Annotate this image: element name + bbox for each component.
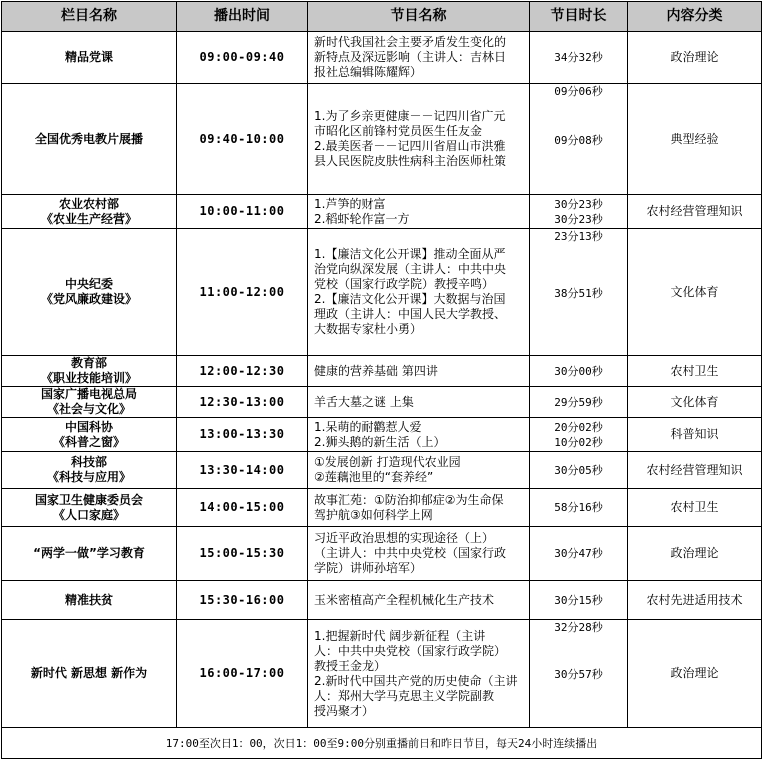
duration-cell (530, 387, 628, 418)
column-name-cell (2, 229, 177, 356)
program-name-line: 玉米密植高产全程机械化生产技术 (314, 592, 495, 607)
column-name-cell (2, 32, 177, 84)
program-name-line: 人：郑州大学马克思主义学院副教 (314, 688, 495, 703)
table-row (2, 581, 762, 620)
program-name-line: 党校（国家行政学院）教授辛鸣） (314, 277, 495, 291)
duration-cell (530, 581, 628, 620)
duration-value: 30分15秒 (554, 593, 603, 607)
duration-value: 30分00秒 (554, 364, 603, 378)
program-name-line: 2.【廉洁文化公开课】大数据与治国 (314, 292, 506, 306)
program-name-line: 习近平政治思想的实现途径（上） (314, 531, 495, 545)
program-name-cell (308, 581, 530, 620)
column-name-line: 《党风廉政建设》 (40, 292, 137, 306)
duration-value: 09分06秒 (554, 85, 603, 98)
header-duration: 节目时长 (530, 2, 628, 32)
category-cell: 农村卫生 (628, 356, 762, 387)
header-category: 内容分类 (628, 2, 762, 32)
category-cell: 农村经营管理知识 (628, 195, 762, 229)
program-name-cell (308, 84, 530, 195)
program-name-line: 新时代我国社会主要矛盾发生变化的 (314, 35, 507, 49)
category-cell: 政治理论 (628, 527, 762, 581)
header-program-name: 节目名称 (308, 2, 530, 32)
column-name-line: 《职业技能培训》 (40, 371, 137, 385)
table-row (2, 620, 762, 728)
air-time-cell: 15:30-16:00 (177, 581, 308, 620)
schedule-table (1, 1, 762, 759)
column-name-line: 全国优秀电教片展播 (34, 131, 143, 146)
schedule-table-container (1, 1, 761, 759)
table-row (2, 489, 762, 527)
program-name-line: 1.芦笋的财富 (314, 196, 386, 211)
duration-cell (530, 195, 628, 229)
duration-value: 30分23秒 (554, 197, 603, 211)
column-name-cell (2, 620, 177, 728)
table-row (2, 527, 762, 581)
column-name-cell (2, 387, 177, 418)
program-name-line: 羊舌大墓之谜 上集 (314, 394, 414, 409)
duration-value: 10分02秒 (554, 435, 603, 449)
air-time-cell: 10:00-11:00 (177, 195, 308, 229)
program-name-line: 新特点及深远影响（主讲人：吉林日 (314, 50, 507, 64)
category-cell: 文化体育 (628, 387, 762, 418)
table-row (2, 452, 762, 489)
duration-value: 30分05秒 (554, 463, 603, 477)
duration-cell (530, 418, 628, 452)
duration-cell (530, 452, 628, 489)
category-cell: 农村先进适用技术 (628, 581, 762, 620)
program-name-line: 健康的营养基础 第四讲 (314, 363, 438, 378)
column-name-cell (2, 84, 177, 195)
column-name-cell (2, 452, 177, 489)
program-name-cell (308, 32, 530, 84)
program-name-line: 授冯聚才） (314, 703, 375, 718)
table-row (2, 418, 762, 452)
column-name-line: 精品党课 (64, 50, 113, 64)
program-name-cell (308, 418, 530, 452)
table-row (2, 84, 762, 195)
program-name-line: 2.稻虾轮作富一方 (314, 211, 410, 226)
column-name-line: 新时代 新思想 新作为 (30, 666, 148, 680)
program-name-cell (308, 195, 530, 229)
program-name-line: 学院）讲师孙培军） (314, 561, 423, 575)
footer-row (2, 728, 762, 759)
header-column-name: 栏目名称 (2, 2, 177, 32)
program-name-line: 大数据专家杜小勇） (314, 322, 423, 336)
air-time-cell: 11:00-12:00 (177, 229, 308, 356)
air-time-cell: 16:00-17:00 (177, 620, 308, 728)
column-name-cell (2, 581, 177, 620)
air-time-cell: 12:30-13:00 (177, 387, 308, 418)
air-time-cell: 09:00-09:40 (177, 32, 308, 84)
duration-cell (530, 84, 628, 195)
column-name-cell (2, 195, 177, 229)
duration-value: 38分51秒 (554, 287, 603, 300)
header-air-time: 播出时间 (177, 2, 308, 32)
duration-value: 30分23秒 (554, 212, 603, 226)
duration-cell (530, 489, 628, 527)
column-name-line: 国家卫生健康委员会 (34, 492, 143, 507)
duration-cell (530, 356, 628, 387)
column-name-line: 教育部 (70, 356, 107, 370)
duration-value: 32分28秒 (554, 621, 603, 634)
column-name-cell (2, 356, 177, 387)
program-name-line: 1.把握新时代 阔步新征程（主讲 (314, 628, 486, 643)
duration-cell (530, 229, 628, 356)
duration-value: 30分57秒 (554, 668, 603, 681)
footer-note: 17:00至次日1：00，次日1：00至9:00分别重播前日和昨日节目，每天24小时连续播出 (2, 728, 762, 759)
program-name-line: 1.【廉洁文化公开课】推动全面从严 (314, 247, 506, 261)
table-row (2, 387, 762, 418)
table-row (2, 356, 762, 387)
air-time-cell: 12:00-12:30 (177, 356, 308, 387)
program-name-cell (308, 387, 530, 418)
category-cell: 文化体育 (628, 229, 762, 356)
duration-value: 34分32秒 (554, 51, 603, 64)
program-name-line: 报社总编辑陈耀辉） (314, 65, 423, 79)
table-row (2, 229, 762, 356)
category-cell: 政治理论 (628, 32, 762, 84)
program-name-line: ①发展创新 打造现代农业园 (314, 455, 461, 469)
program-name-line: ②莲藕池里的“套养经” (314, 470, 434, 484)
column-name-line: 农业农村部 (58, 196, 119, 211)
column-name-cell (2, 527, 177, 581)
column-name-line: 《科普之窗》 (52, 434, 125, 449)
column-name-line: 精准扶贫 (64, 592, 113, 607)
column-name-line: 《科技与应用》 (46, 470, 131, 484)
air-time-cell: 13:30-14:00 (177, 452, 308, 489)
program-name-line: 2.最美医者－－记四川省眉山市洪雅 (314, 139, 506, 153)
air-time-cell: 15:00-15:30 (177, 527, 308, 581)
program-name-cell (308, 356, 530, 387)
program-name-line: 故事汇苑：①防治抑郁症②为生命保 (314, 492, 504, 507)
program-name-line: 1.呆萌的耐鹳惹人爱 (314, 419, 422, 434)
category-cell: 农村卫生 (628, 489, 762, 527)
program-name-line: 驾护航③如何科学上网 (314, 507, 433, 522)
category-cell: 农村经营管理知识 (628, 452, 762, 489)
program-name-line: 2.新时代中国共产党的历史使命（主讲 (314, 673, 518, 688)
program-name-cell (308, 620, 530, 728)
duration-cell (530, 620, 628, 728)
program-name-line: 2.狮头鹅的新生活（上） (314, 434, 446, 449)
duration-value: 09分08秒 (554, 134, 603, 147)
program-name-line: 人：中共中央党校（国家行政学院） (314, 643, 507, 658)
program-name-line: 1.为了乡亲更健康－－记四川省广元 (314, 109, 506, 123)
program-name-line: 理政（主讲人：中国人民大学教授、 (314, 307, 507, 321)
program-name-cell (308, 489, 530, 527)
column-name-line: 中国科协 (64, 419, 113, 434)
program-name-cell (308, 527, 530, 581)
column-name-line: 《人口家庭》 (52, 507, 125, 522)
column-name-line: 《农业生产经营》 (40, 211, 137, 226)
program-name-line: 治党向纵深发展（主讲人：中共中央 (314, 262, 507, 276)
duration-cell (530, 32, 628, 84)
duration-value: 30分47秒 (554, 547, 603, 560)
duration-value: 20分02秒 (554, 420, 603, 434)
column-name-line: 国家广播电视总局 (40, 387, 137, 401)
table-row (2, 195, 762, 229)
program-name-line: 市昭化区前锋村党员医生任友金 (314, 124, 483, 138)
program-name-cell (308, 229, 530, 356)
duration-cell (530, 527, 628, 581)
air-time-cell: 13:00-13:30 (177, 418, 308, 452)
program-name-line: （主讲人：中共中央党校（国家行政 (314, 546, 507, 560)
category-cell: 典型经验 (628, 84, 762, 195)
column-name-line: “两学一做”学习教育 (33, 546, 145, 560)
category-cell: 政治理论 (628, 620, 762, 728)
header-row (2, 2, 762, 32)
column-name-cell (2, 489, 177, 527)
duration-value: 29分59秒 (554, 395, 603, 409)
program-name-cell (308, 452, 530, 489)
duration-value: 23分13秒 (554, 230, 603, 243)
column-name-line: 科技部 (70, 455, 107, 469)
air-time-cell: 09:40-10:00 (177, 84, 308, 195)
duration-value: 58分16秒 (554, 501, 603, 514)
column-name-cell (2, 418, 177, 452)
column-name-line: 中央纪委 (64, 277, 113, 291)
table-row (2, 32, 762, 84)
column-name-line: 《社会与文化》 (46, 402, 131, 416)
air-time-cell: 14:00-15:00 (177, 489, 308, 527)
category-cell: 科普知识 (628, 418, 762, 452)
program-name-line: 教授王金龙） (314, 658, 387, 673)
program-name-line: 县人民医院皮肤性病科主治医师杜策 (314, 154, 507, 168)
